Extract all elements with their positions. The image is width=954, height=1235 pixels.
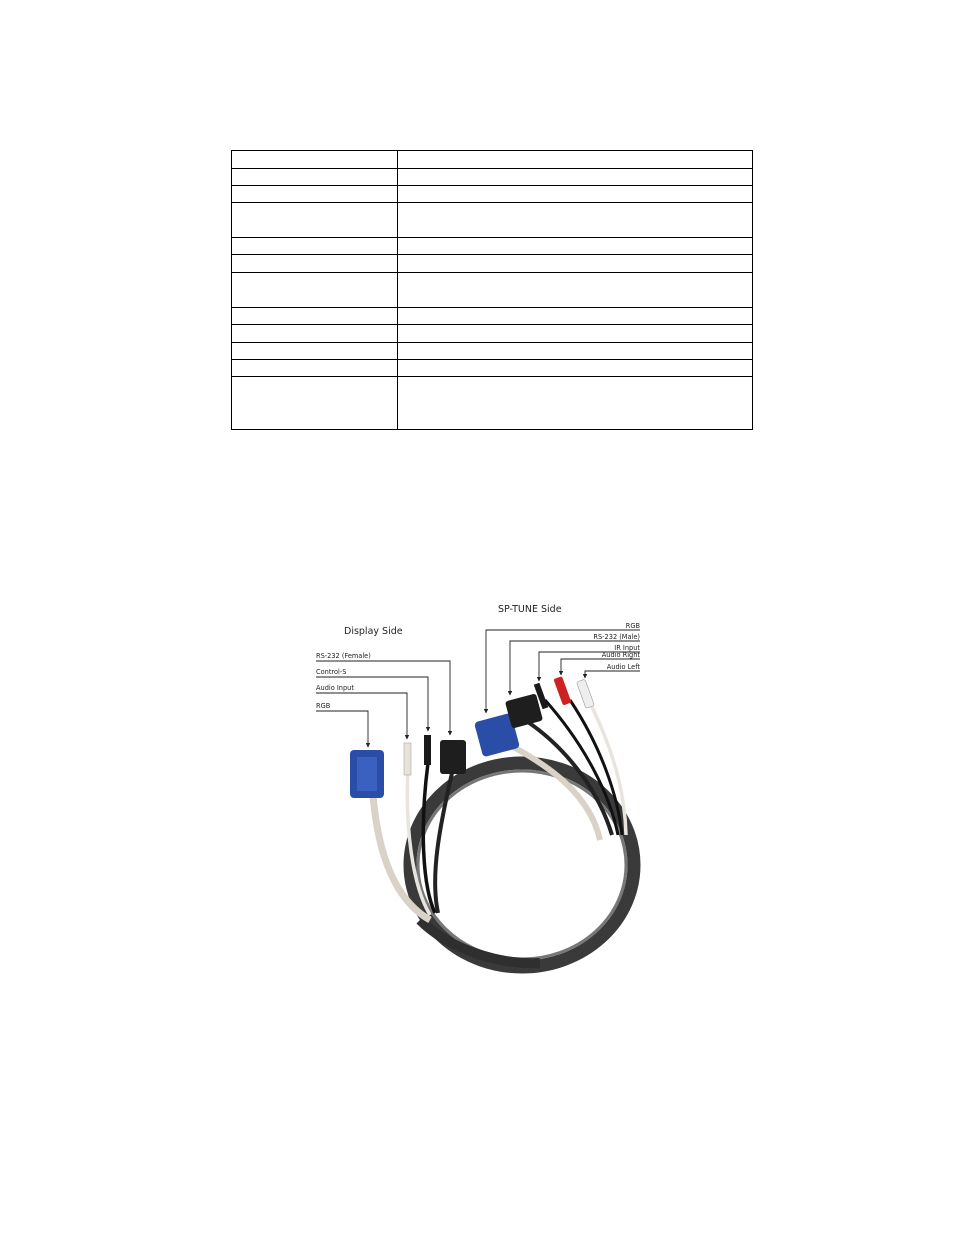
table-row [232, 377, 753, 430]
label-audio-input: Audio Input [316, 684, 354, 692]
spec-cell [232, 325, 398, 343]
value-cell [398, 186, 753, 203]
spec-cell [232, 169, 398, 186]
spec-cell [232, 360, 398, 377]
audio-left-plug [576, 679, 594, 708]
value-cell [398, 377, 753, 430]
label-audio-right: Audio Right [601, 651, 640, 659]
value-cell [398, 343, 753, 360]
table-row [232, 343, 753, 360]
value-cell [398, 238, 753, 255]
value-cell [398, 308, 753, 325]
label-rs232-male: RS-232 (Male) [593, 633, 640, 641]
label-rgb-sptune: RGB [625, 622, 640, 630]
value-cell [398, 255, 753, 273]
value-cell [398, 273, 753, 308]
spec-cell [232, 308, 398, 325]
value-cell [398, 360, 753, 377]
spec-cell [232, 273, 398, 308]
label-control-s: Control-S [316, 668, 347, 676]
table-row [232, 238, 753, 255]
spec-cell [232, 238, 398, 255]
value-cell [398, 151, 753, 169]
spec-cell [232, 255, 398, 273]
vga-connector-display-face [357, 757, 377, 791]
table-row [232, 255, 753, 273]
control-s-plug [424, 735, 431, 765]
leader-rgb-display [316, 711, 368, 747]
audio-input-plug [404, 743, 411, 775]
table-row [232, 186, 753, 203]
leader-audio-input [316, 693, 407, 739]
value-cell [398, 203, 753, 238]
value-cell [398, 325, 753, 343]
label-audio-left: Audio Left [606, 663, 640, 671]
table-row [232, 360, 753, 377]
spec-cell [232, 186, 398, 203]
table-row [232, 273, 753, 308]
table-row [232, 151, 753, 169]
audio-right-plug [553, 676, 571, 705]
label-rs232-female: RS-232 (Female) [316, 652, 371, 660]
cable-diagram [300, 595, 650, 985]
spec-cell [232, 151, 398, 169]
cable-strand-control-s [423, 763, 435, 913]
spec-cell [232, 377, 398, 430]
spec-cell [232, 343, 398, 360]
db9-female-connector [440, 740, 466, 774]
spec-table [231, 150, 753, 430]
sptune-side-title: SP-TUNE Side [498, 604, 562, 615]
spec-cell [232, 203, 398, 238]
table-row [232, 203, 753, 238]
table-row [232, 308, 753, 325]
table-row [232, 169, 753, 186]
table-row [232, 325, 753, 343]
leader-audio-left [585, 671, 640, 678]
label-ir-input: IR Input [614, 644, 640, 652]
display-side-title: Display Side [344, 626, 403, 637]
cable-illustration [300, 595, 650, 985]
value-cell [398, 169, 753, 186]
label-rgb-display: RGB [316, 702, 331, 710]
